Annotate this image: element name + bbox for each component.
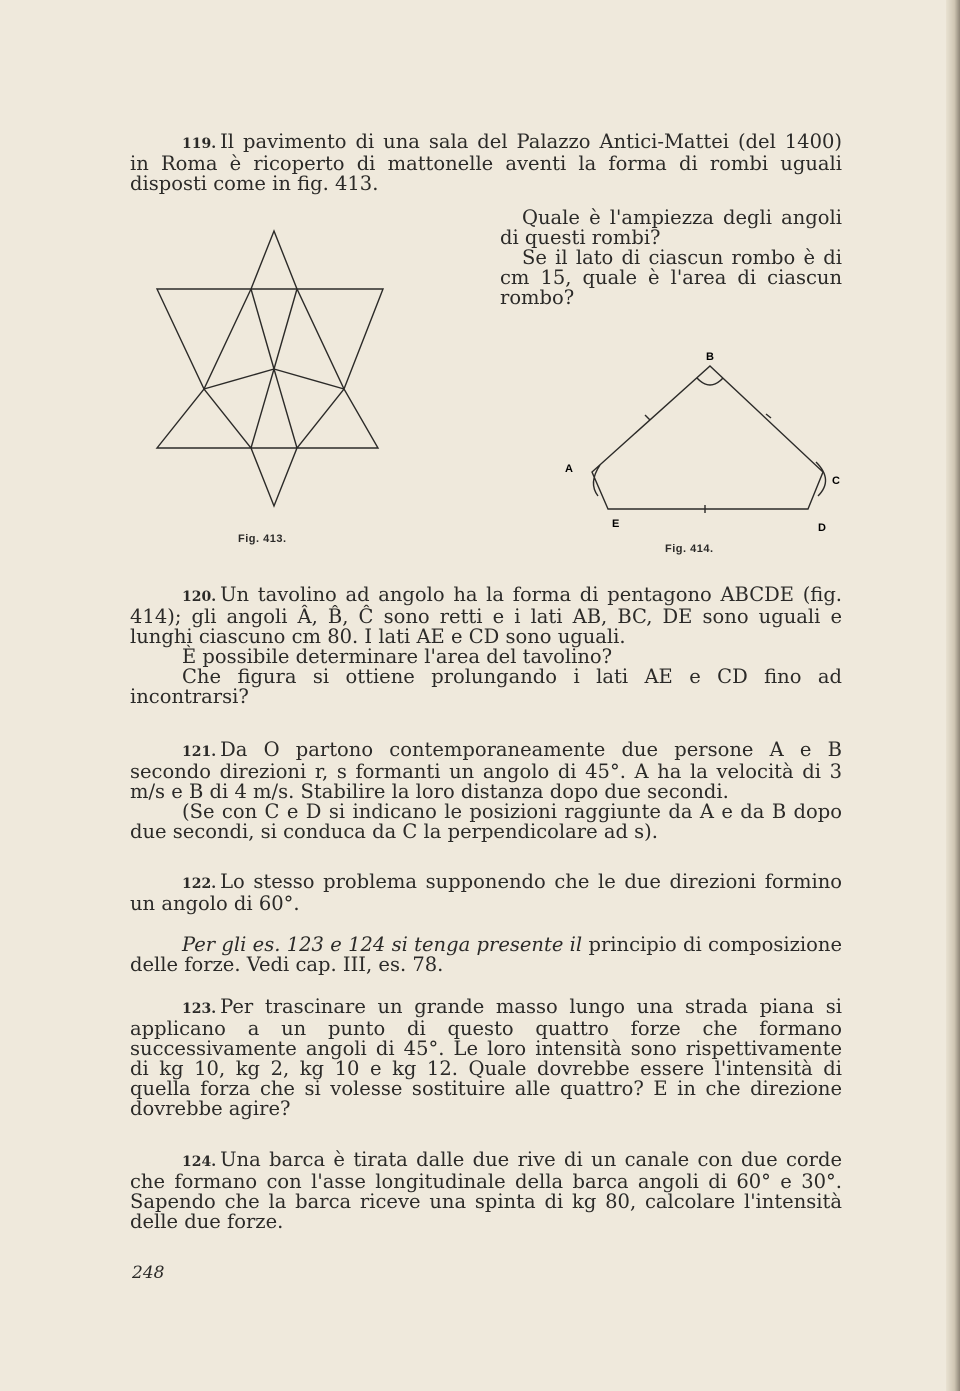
- problem-123: [130, 997, 842, 1119]
- problem-number: 119.: [182, 136, 217, 152]
- problem-number: 120.: [182, 589, 217, 605]
- label-b: B: [706, 351, 714, 363]
- problem-text: Il pavimento di una sala del Palazzo Antici-Mattei (del 1400) in Roma è ricoperto di mattonelle aventi la forma di rombi uguali disposti come in fig. 413.: [130, 130, 842, 195]
- problem-paragraph: È possibile determinare l'area del tavolino?: [182, 645, 613, 668]
- question-area: Se il lato di ciascun rombo è di cm 15, quale è l'area di ciascun rombo?: [500, 246, 842, 309]
- label-c: C: [832, 475, 840, 487]
- problem-122: [130, 872, 842, 914]
- problem-paragraph: (Se con C e D si indicano le posizioni raggiunte da A e da B dopo due secondi, si conduca da C la perpendicolare ad s).: [130, 800, 842, 843]
- label-e: E: [612, 518, 620, 530]
- problem-number: 122.: [182, 876, 217, 892]
- figure-413-caption: Fig. 413.: [238, 533, 287, 545]
- problem-paragraph: Lo stesso problema supponendo che le due direzioni formino un angolo di 60°.: [130, 870, 842, 915]
- page-number: 248: [132, 1263, 165, 1283]
- question-angles: Quale è l'ampiezza degli angoli di questi rombi?: [500, 206, 842, 249]
- problem-number: 123.: [182, 1001, 217, 1017]
- problem-paragraph: Per trascinare un grande masso lungo una strada piana si applicano a un punto di questo quattro forze che formano successivamente angoli di 45°. Le loro intensità sono rispettivamente di kg 10, kg 2, kg 10 e kg 12. Quale dovrebbe essere l'intensità di quella forza che si volesse sostituire alle quattro? E in che direzione dovrebbe agire?: [130, 995, 842, 1120]
- problem-124: [130, 1150, 842, 1232]
- note-italic: Per gli es. 123 e 124 si tenga presente il: [182, 933, 583, 956]
- problem-paragraph: Da O partono contemporaneamente due persone A e B secondo direzioni r, s formanti un angolo di 45°. A ha la velocità di 3 m/s e B di 4 m/s. Stabilire la loro distanza dopo due secondi.: [130, 738, 842, 803]
- note-roman: principio di composizione delle forze. Vedi cap. III, es. 78.: [130, 933, 842, 976]
- problem-120: [130, 585, 842, 707]
- problem-paragraph: Un tavolino ad angolo ha la forma di pentagono ABCDE (fig. 414); gli angoli Â, B̂, Ĉ sono retti e i lati AB, BC, DE sono uguali e lunghi ciascuno cm 80. I lati AE e CD sono uguali.: [130, 583, 842, 648]
- label-a: A: [565, 463, 573, 475]
- composition-note: [130, 935, 842, 975]
- problem-121: [130, 740, 842, 842]
- problem-paragraph: Che figura si ottiene prolungando i lati AE e CD fino ad incontrarsi?: [130, 665, 842, 708]
- label-d: D: [818, 522, 826, 534]
- problem-paragraph: Una barca è tirata dalle due rive di un canale con due corde che formano con l'asse longitudinale della barca angoli di 60° e 30°. Sapendo che la barca riceve una spinta di kg 80, calcolare l'intensità delle due forze.: [130, 1148, 842, 1233]
- problem-number: 124.: [182, 1154, 217, 1170]
- problem-number: 121.: [182, 744, 217, 760]
- pentagon-outline: [592, 366, 823, 509]
- figure-414-caption: Fig. 414.: [665, 543, 714, 555]
